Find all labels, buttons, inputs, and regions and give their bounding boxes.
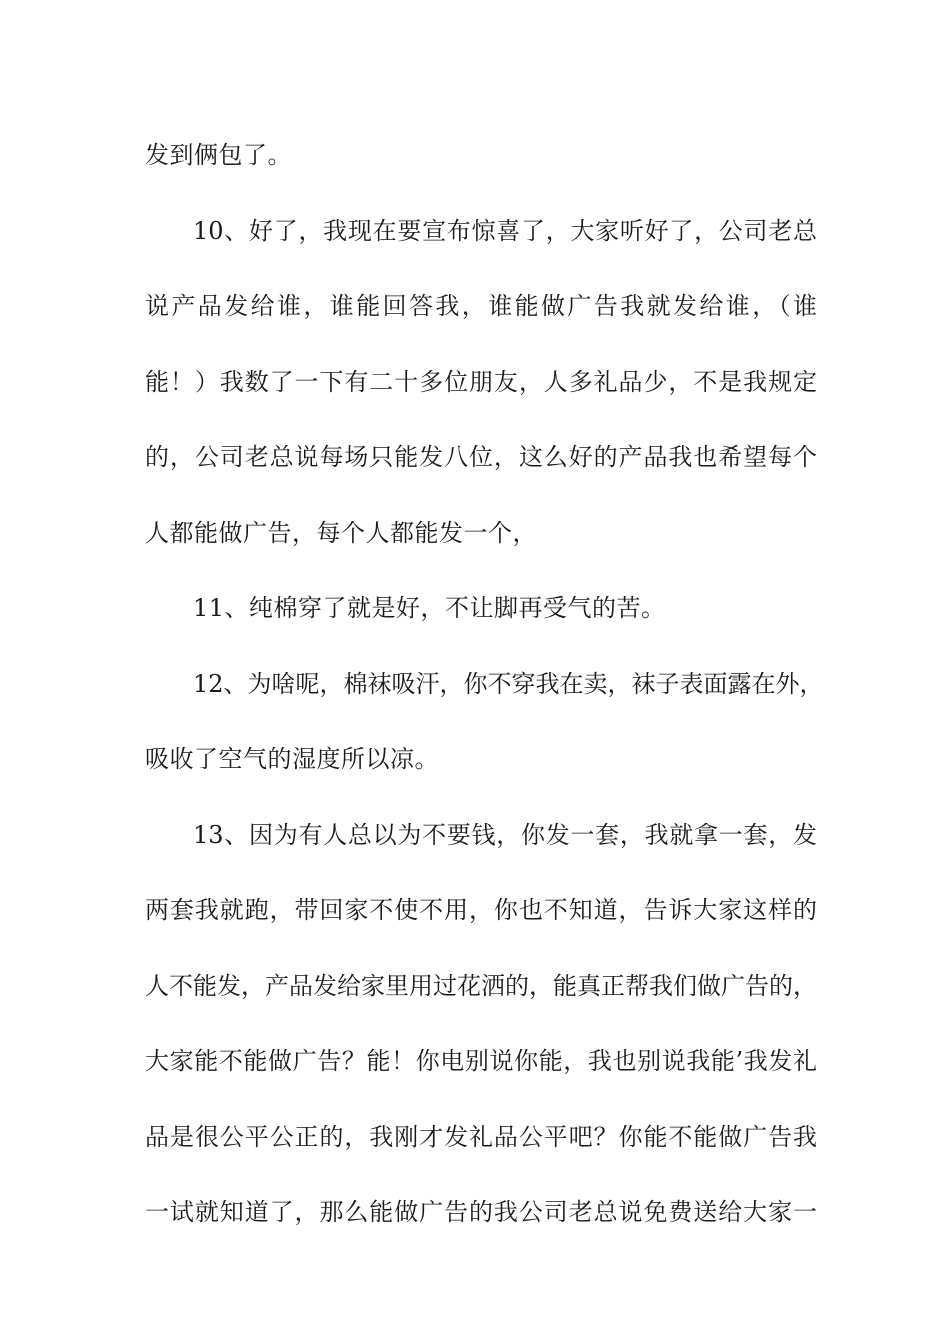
text-line: 大家能不能做广告？能！你电别说你能，我也别说我能’我发礼 [145, 1047, 817, 1075]
text-line: 人都能做广告，每个人都能发一个， [145, 518, 537, 547]
text-line: 人不能发，产品发给家里用过花洒的，能真正帮我们做广告的， [145, 971, 817, 1000]
text-line: 吸收了空气的湿度所以凉。 [145, 745, 439, 773]
text-line: 能！）我数了一下有二十多位朋友，人多礼品少，不是我规定 [145, 367, 817, 396]
paragraph-12-start: 12、为啥呢，棉袜吸汗，你不穿我在卖，袜子表面露在外， [193, 669, 824, 698]
text-line: 两套我就跑，带回家不使不用，你也不知道，告诉大家这样的 [145, 896, 817, 924]
paragraph-13-start: 13、因为有人总以为不要钱，你发一套，我就拿一套，发 [193, 820, 817, 849]
text-line: 一试就知道了，那么能做广告的我公司老总说免费送给大家一 [145, 1198, 817, 1226]
text-line: 的，公司老总说每场只能发八位，这么好的产品我也希望每个 [145, 443, 817, 471]
text-line: 品是很公平公正的，我刚才发礼品公平吧？你能不能做广告我 [145, 1122, 817, 1151]
paragraph-10-start: 10、好了，我现在要宣布惊喜了，大家听好了，公司老总 [193, 216, 817, 245]
text-line: 说产品发给谁，谁能回答我，谁能做广告我就发给谁，（谁 [145, 292, 817, 320]
paragraph-11: 11、纯棉穿了就是好，不让脚再受气的苦。 [193, 594, 666, 622]
text-line: 发到俩包了。 [145, 141, 292, 169]
document-body [145, 118, 824, 1251]
